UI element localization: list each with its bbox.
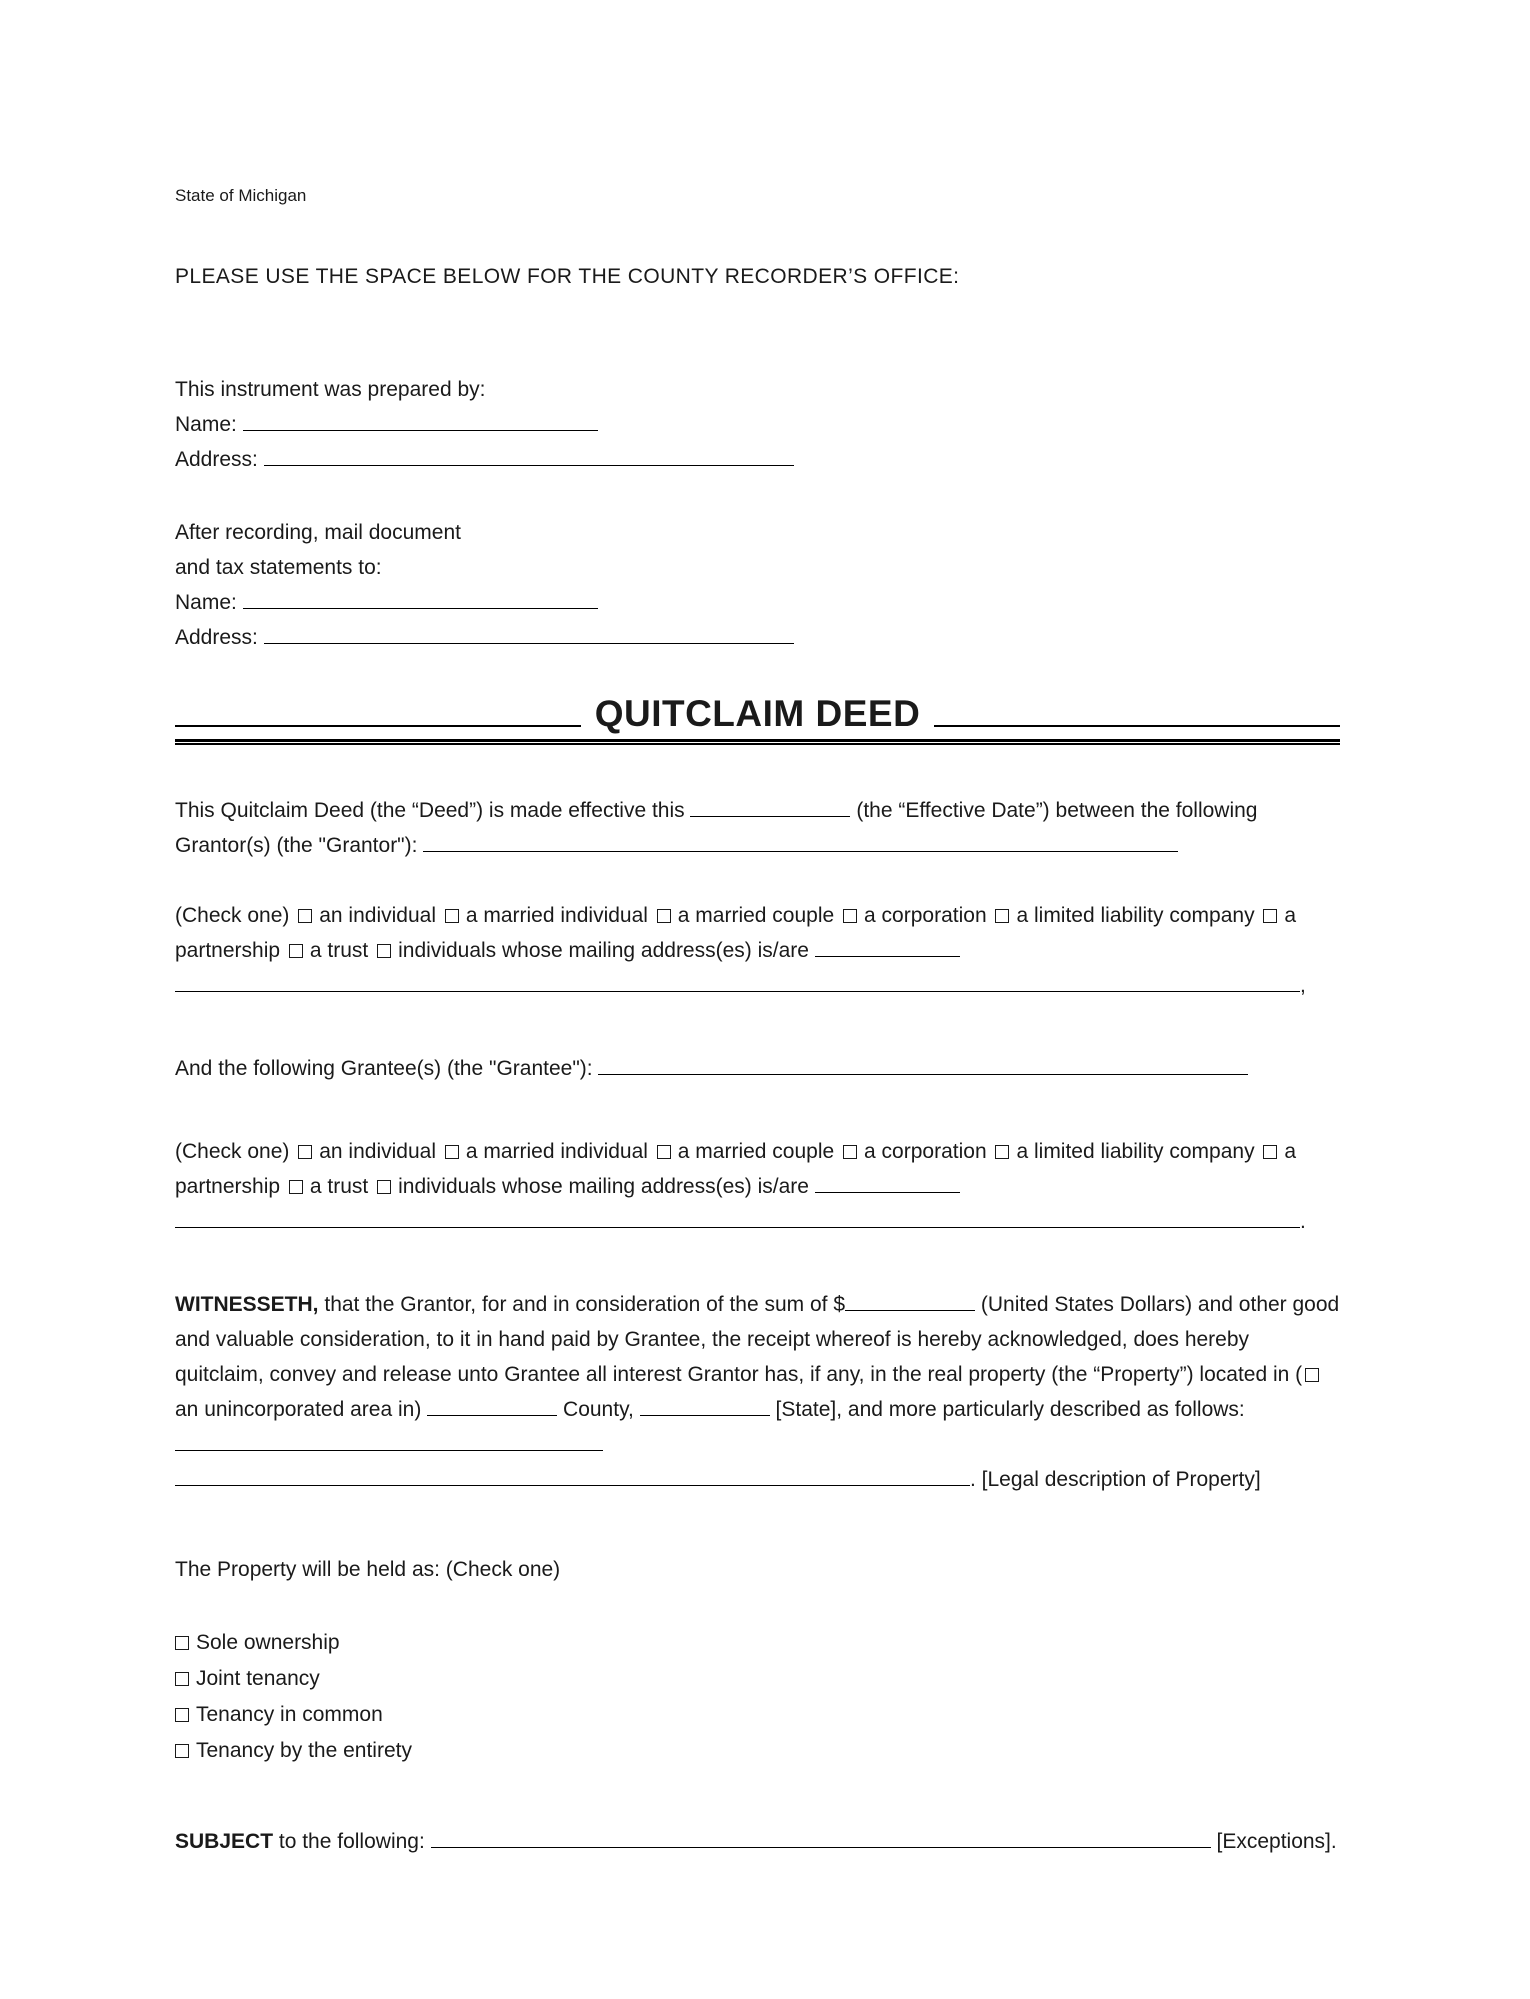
witnesseth-paragraph [175,1287,1340,1497]
state-label: State of Michigan [175,186,307,205]
prepared-by-address-row [175,442,1340,477]
held-as-option-tenancy-in-common [175,1697,1340,1733]
grantor-mailing-blank-2[interactable] [175,968,1300,992]
witnesseth-state-text: [State], and more particularly described as follows: [775,1397,1245,1421]
grantor-corporation-checkbox[interactable] [843,909,857,923]
grantee-married-couple-label: a married couple [677,1139,835,1163]
grantor-married-couple-checkbox[interactable] [657,909,671,923]
mail-to-name-row [175,585,1340,620]
prepared-name-blank[interactable] [243,407,598,431]
grantor-corporation-label: a corporation [864,903,987,927]
mail-to-heading-line2: and tax statements to: [175,556,382,579]
grantor-partnership-checkbox[interactable] [1263,909,1277,923]
mail-to-heading-line1: After recording, mail document [175,521,461,544]
prepared-address-label: Address: [175,448,258,471]
title-double-rule [175,739,1340,745]
grantee-tail-punct: . [1300,1209,1306,1233]
title-band [175,693,1340,736]
consideration-amount-blank[interactable] [845,1287,975,1311]
grantor-llc-checkbox[interactable] [995,909,1009,923]
title-rule-right [934,725,1340,727]
deed-title: QUITCLAIM DEED [594,693,921,734]
mail-name-label: Name: [175,591,237,614]
grantee-type-paragraph [175,1134,1340,1239]
grantee-corporation-label: a corporation [864,1139,987,1163]
held-as-option-joint-tenancy [175,1661,1340,1697]
exceptions-label: [Exceptions]. [1216,1829,1337,1853]
joint-tenancy-checkbox[interactable] [175,1672,189,1686]
tenancy-by-entirety-checkbox[interactable] [175,1744,189,1758]
unincorporated-area-checkbox[interactable] [1305,1368,1319,1382]
prepared-by-heading: This instrument was prepared by: [175,378,486,401]
grantor-married-individual-label: a married individual [465,903,648,927]
grantee-llc-label: a limited liability company [1016,1139,1255,1163]
held-as-option-sole-ownership [175,1625,1340,1661]
effective-text-2: (the “Effective Date”) between the following Grantor(s) (the "Grantor"): [175,798,1258,857]
mail-address-blank[interactable] [264,620,794,644]
grantee-text-1: And the following Grantee(s) (the "Grantee"): [175,1056,593,1080]
grantor-married-couple-label: a married couple [677,903,835,927]
state-blank[interactable] [640,1392,770,1416]
effective-date-blank[interactable] [690,793,850,817]
grantee-llc-checkbox[interactable] [995,1145,1009,1159]
grantee-married-individual-label: a married individual [465,1139,648,1163]
joint-tenancy-label: Joint tenancy [196,1666,320,1690]
grantee-trust-checkbox[interactable] [289,1180,303,1194]
grantee-paragraph [175,1051,1340,1086]
legal-description-label: . [Legal description of Property] [970,1467,1261,1491]
witnesseth-text-1: that the Grantor, for and in consideration of the sum of $ [324,1292,846,1316]
grantor-trust-checkbox[interactable] [289,944,303,958]
grantee-name-blank[interactable] [598,1051,1248,1075]
grantee-married-individual-checkbox[interactable] [445,1145,459,1159]
grantor-mailing-address-label: individuals whose mailing address(es) is/are [398,938,809,962]
effective-text-1: This Quitclaim Deed (the “Deed”) is made effective this [175,798,685,822]
prepared-by-section [175,372,1340,477]
grantee-married-couple-checkbox[interactable] [657,1145,671,1159]
grantor-llc-label: a limited liability company [1016,903,1255,927]
grantor-individual-checkbox[interactable] [298,909,312,923]
grantor-individual-label: an individual [319,903,436,927]
grantor-tail-punct: , [1300,973,1306,997]
subject-text: to the following: [278,1829,425,1853]
recorder-notice: PLEASE USE THE SPACE BELOW FOR THE COUNTY RECORDER’S OFFICE: [175,265,960,288]
grantor-mailing-blank-1[interactable] [815,933,960,957]
grantee-mailing-blank-2[interactable] [175,1204,1300,1228]
subject-paragraph [175,1824,1340,1859]
held-as-options [175,1625,1340,1769]
grantor-mailing-address-checkbox[interactable] [377,944,391,958]
unincorporated-area-label: an unincorporated area in) [175,1397,422,1421]
grantee-mailing-address-checkbox[interactable] [377,1180,391,1194]
grantee-mailing-address-label: individuals whose mailing address(es) is/are [398,1174,809,1198]
grantor-trust-label: a trust [309,938,369,962]
prepared-address-blank[interactable] [264,442,794,466]
grantee-individual-label: an individual [319,1139,436,1163]
grantee-trust-label: a trust [309,1174,369,1198]
prepared-by-name-row [175,407,1340,442]
witnesseth-text-2: (United States Dollars) and other good and valuable consideration, to it in hand paid by Grantee, the receipt whereof is hereby acknowledged, does hereby quitclaim, convey and release unto Grantee all interest Grantor has, if any, in the real property (the “Property”) located in ( [175,1292,1340,1386]
tenancy-by-entirety-label: Tenancy by the entirety [196,1738,412,1762]
grantee-partnership-label: a partnership [175,1139,1297,1198]
legal-description-blank-1[interactable] [175,1427,603,1451]
grantor-type-paragraph [175,898,1340,1003]
sole-ownership-label: Sole ownership [196,1630,340,1654]
grantor-name-blank[interactable] [423,828,1178,852]
grantor-check-one-lead: (Check one) [175,903,290,927]
mail-address-label: Address: [175,626,258,649]
held-as-option-tenancy-by-entirety [175,1733,1340,1769]
tenancy-in-common-checkbox[interactable] [175,1708,189,1722]
sole-ownership-checkbox[interactable] [175,1636,189,1650]
prepared-name-label: Name: [175,413,237,436]
grantor-married-individual-checkbox[interactable] [445,909,459,923]
held-as-heading: The Property will be held as: (Check one) [175,1557,561,1581]
grantee-check-one-lead: (Check one) [175,1139,290,1163]
county-blank[interactable] [427,1392,557,1416]
subject-lead: SUBJECT [175,1829,274,1853]
grantee-individual-checkbox[interactable] [298,1145,312,1159]
mail-to-address-row [175,620,1340,655]
mail-to-section [175,515,1340,655]
mail-name-blank[interactable] [243,585,598,609]
tenancy-in-common-label: Tenancy in common [196,1702,383,1726]
witnesseth-county-label: County, [563,1397,634,1421]
grantee-mailing-blank-1[interactable] [815,1169,960,1193]
legal-description-blank-2[interactable] [175,1462,970,1486]
title-rule-left [175,725,581,727]
grantee-corporation-checkbox[interactable] [843,1145,857,1159]
grantee-partnership-checkbox[interactable] [1263,1145,1277,1159]
grantor-partnership-label: a partnership [175,903,1297,962]
exceptions-blank[interactable] [431,1824,1211,1848]
witnesseth-lead: WITNESSETH, [175,1292,319,1316]
effective-paragraph [175,793,1340,863]
